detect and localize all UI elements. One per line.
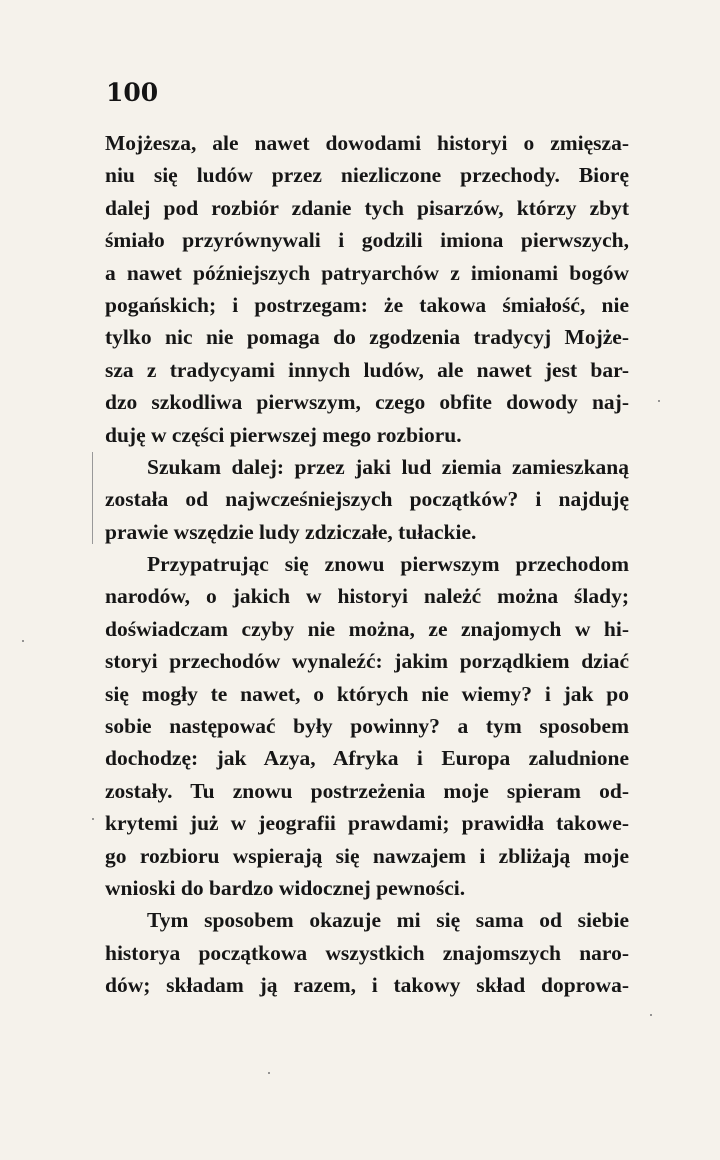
text-line: została od najwcześniejszych początków? i najduję — [105, 487, 629, 512]
text-line: prawie wszędzie ludy zdziczałe, tułackie. — [105, 519, 477, 544]
text-line: zostały. Tu znowu postrzeżenia moje spieram od- — [105, 778, 629, 803]
text-line: niu się ludów przez niezliczone przechody. Biorę — [105, 163, 629, 188]
paper-speck — [658, 400, 660, 402]
paper-speck — [22, 640, 24, 642]
body-text — [105, 127, 629, 1002]
paper-speck — [650, 1014, 652, 1016]
text-line: sobie następować były powinny? a tym sposobem — [105, 714, 629, 739]
text-line: krytemi już w jeografii prawdami; prawidła takowe- — [105, 811, 629, 836]
text-line: wnioski do bardzo widocznej pewności. — [105, 875, 466, 900]
text-line: dzo szkodliwa pierwszym, czego obfite dowody naj- — [105, 390, 629, 415]
text-line: a nawet późniejszych patryarchów z imionami bogów — [105, 260, 629, 285]
paper-speck — [268, 1072, 270, 1074]
paper-speck — [92, 818, 94, 820]
text-line: narodów, o jakich w historyi należć można ślady; — [105, 584, 629, 609]
text-line: sza z tradycyami innych ludów, ale nawet jest bar- — [105, 357, 629, 382]
text-line: go rozbioru wspierają się nawzajem i zbliżają moje — [105, 843, 629, 868]
text-line: Szukam dalej: przez jaki lud ziemia zamieszkaną — [147, 454, 629, 479]
text-line: storyi przechodów wynaleźć: jakim porządkiem dziać — [105, 649, 629, 674]
text-line: Tym sposobem okazuje mi się sama od siebie — [147, 908, 629, 933]
text-line: dochodzę: jak Azya, Afryka i Europa zaludnione — [105, 746, 629, 771]
text-line: Mojżesza, ale nawet dowodami historyi o zmięsza- — [105, 131, 629, 155]
page-number: 100 — [106, 78, 159, 107]
text-line: duję w części pierwszej mego rozbioru. — [105, 422, 462, 447]
text-line: historya początkowa wszystkich znajomszych naro- — [105, 940, 629, 965]
text-line: się mogły te nawet, o których nie wiemy? i jak po — [105, 681, 629, 706]
text-line: dów; składam ją razem, i takowy skład doprowa- — [105, 973, 629, 998]
text-line: dalej pod rozbiór zdanie tych pisarzów, którzy zbyt — [105, 195, 629, 220]
text-line: pogańskich; i postrzegam: że takowa śmiałość, nie — [105, 292, 629, 317]
text-line: tylko nic nie pomaga do zgodzenia tradycyj Mojże- — [105, 325, 629, 350]
text-line: Przypatrując się znowu pierwszym przechodom — [147, 552, 629, 577]
text-line: doświadczam czyby nie można, ze znajomych w hi- — [105, 616, 629, 641]
text-line: śmiało przyrównywali i godzili imiona pierwszych, — [105, 228, 629, 253]
paper-edge-mark — [92, 452, 93, 544]
